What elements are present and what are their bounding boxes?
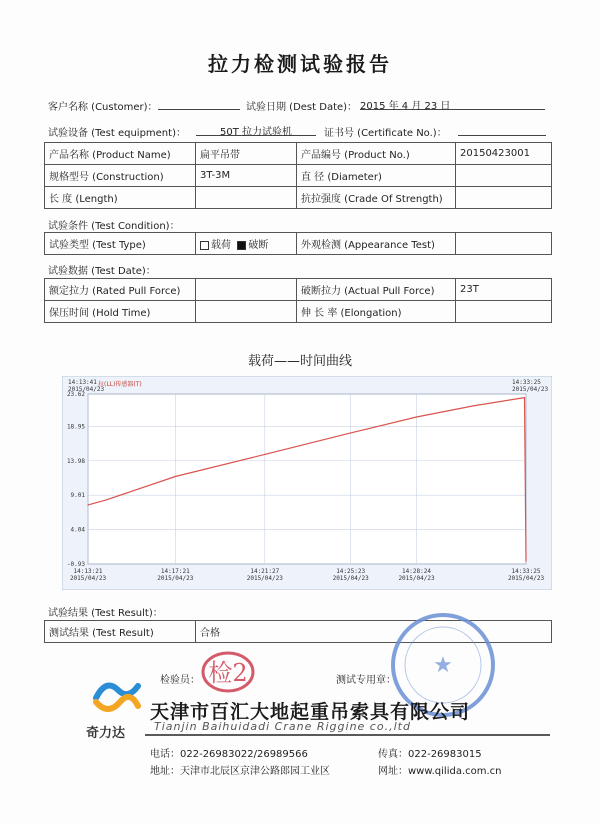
length-label: 长 度 (Length) [45, 187, 196, 209]
load-option-label: 载荷 [211, 240, 231, 251]
test-date-value: 2015 年 4 月 23 日 [360, 97, 545, 110]
product-no-label: 产品编号 (Product No.) [297, 143, 456, 165]
table-row [45, 165, 552, 187]
test-condition-label: 试验条件 (Test Condition)： [48, 221, 180, 232]
table-row [45, 143, 552, 165]
product-name-value: 扁平吊带 [196, 143, 297, 165]
x-tick-time: 14:17:21 [160, 568, 190, 575]
data-point [525, 560, 526, 561]
top-left-date: 2015/04/23 [68, 386, 105, 393]
actual-force-label: 破断拉力 (Actual Pull Force) [297, 279, 456, 301]
address-label: 地址： [150, 766, 180, 777]
special-seal-label: 测试专用章： [336, 675, 396, 686]
load-time-chart [62, 376, 552, 590]
y-tick-label: 18.95 [66, 423, 85, 431]
x-tick-date: 2015/04/23 [157, 575, 194, 582]
x-tick-date: 2015/04/23 [332, 575, 369, 582]
rated-force-label: 额定拉力 (Rated Pull Force) [45, 279, 196, 301]
rated-force-value [196, 279, 297, 301]
table-row [45, 233, 552, 255]
x-tick-time: 14:25:23 [336, 568, 366, 575]
length-value [196, 187, 297, 209]
data-point [473, 405, 474, 406]
y-tick-label: 23.62 [66, 391, 85, 398]
test-type-table [44, 232, 552, 255]
test-data-table [44, 278, 552, 323]
certificate-label: 证书号 (Certificate No.)： [324, 128, 447, 139]
test-data-label: 试验数据 (Test Date)： [48, 266, 156, 277]
table-row [45, 187, 552, 209]
y-tick-label: 9.01 [70, 492, 85, 500]
certificate-value [458, 123, 546, 136]
x-tick-date: 2015/04/23 [69, 575, 107, 582]
data-point [264, 454, 265, 455]
table-row [45, 279, 552, 301]
customer-value [158, 97, 240, 110]
equipment-label: 试验设备 (Test equipment)： [48, 128, 186, 139]
top-left-time: 14:13:41 [68, 379, 97, 386]
hold-time-value [196, 301, 297, 323]
plot-area [88, 394, 526, 564]
elongation-value [456, 301, 552, 323]
website-label: 网址： [378, 766, 408, 777]
appearance-label: 外观检测 (Appearance Test) [297, 233, 456, 255]
diameter-value [456, 165, 552, 187]
tel-label: 电话： [150, 749, 180, 760]
company-logo-icon [88, 676, 144, 718]
construction-value: 3T-3M [196, 165, 297, 187]
diameter-label: 直 径 (Diameter) [297, 165, 456, 187]
product-name-label: 产品名称 (Product Name) [45, 143, 196, 165]
data-point [350, 432, 351, 433]
hold-time-label: 保压时间 (Hold Time) [45, 301, 196, 323]
x-tick-time: 14:33:25 [511, 568, 541, 575]
result-row-value: 合格 [196, 621, 552, 643]
inspector-label: 检验员： [160, 675, 200, 686]
chart-caption: 载荷——时间曲线 [247, 354, 352, 369]
test-type-label: 试验类型 (Test Type) [45, 233, 196, 255]
company-name-en: Tianjin Baihuidadi Crane Riggine co.,ltd [154, 720, 411, 733]
company-name-cn: 天津市百汇大地起重吊索具有限公司 [150, 701, 471, 723]
construction-label: 规格型号 (Construction) [45, 165, 196, 187]
svg-text:★: ★ [433, 653, 453, 678]
data-point [87, 504, 88, 505]
break-checkbox [237, 241, 246, 250]
x-tick-date: 2015/04/23 [507, 575, 545, 582]
x-tick-date: 2015/04/23 [246, 575, 283, 582]
y-tick-label: 13.98 [66, 457, 85, 465]
top-right-time: 14:33:25 [512, 379, 541, 386]
chart-legend: 拉(LL)传感器(T) [98, 381, 142, 388]
product-no-value: 20150423001 [456, 143, 552, 165]
footer-divider [145, 734, 550, 736]
report-title: 拉力检测试验报告 [208, 52, 392, 76]
y-tick-label: -0.93 [66, 561, 85, 568]
strength-label: 抗拉强度 (Crade Of Strength) [297, 187, 456, 209]
equipment-value: 50T 拉力试验机 [196, 123, 316, 136]
product-table [44, 142, 552, 209]
inspector-stamp [200, 650, 256, 694]
fax-value: 022-26983015 [408, 749, 482, 760]
data-point [416, 416, 417, 417]
customer-label: 客户名称 (Customer)： [48, 102, 158, 113]
elongation-label: 伸 长 率 (Elongation) [297, 301, 456, 323]
actual-force-value: 23T [456, 279, 552, 301]
logo-text: 奇力达 [86, 726, 126, 741]
strength-value [456, 187, 552, 209]
address-value: 天津市北辰区京津公路郎园工业区 [180, 766, 330, 777]
data-point [105, 499, 106, 500]
x-tick-time: 14:13:21 [73, 568, 103, 575]
test-result-label: 试验结果 (Test Result)： [48, 608, 163, 619]
x-tick-time: 14:28:24 [402, 568, 431, 575]
x-tick-date: 2015/04/23 [398, 575, 435, 582]
website-value: www.qilida.com.cn [408, 766, 502, 777]
top-right-date: 2015/04/23 [512, 386, 549, 393]
appearance-value [456, 233, 552, 255]
fax-label: 传真： [378, 749, 408, 760]
tel-value: 022-26983022/26989566 [180, 749, 308, 760]
load-checkbox [200, 241, 209, 250]
break-option-label: 破断 [248, 240, 269, 251]
test-type-options [196, 233, 297, 255]
x-tick-time: 14:21:27 [250, 568, 280, 575]
table-row [45, 301, 552, 323]
result-row-label: 测试结果 (Test Result) [45, 621, 196, 643]
stamp-text: 检2 [208, 659, 248, 687]
data-point [524, 397, 525, 398]
test-date-label: 试验日期 (Dest Date)： [246, 102, 358, 113]
y-tick-label: 4.04 [70, 526, 85, 534]
data-point [175, 476, 176, 477]
